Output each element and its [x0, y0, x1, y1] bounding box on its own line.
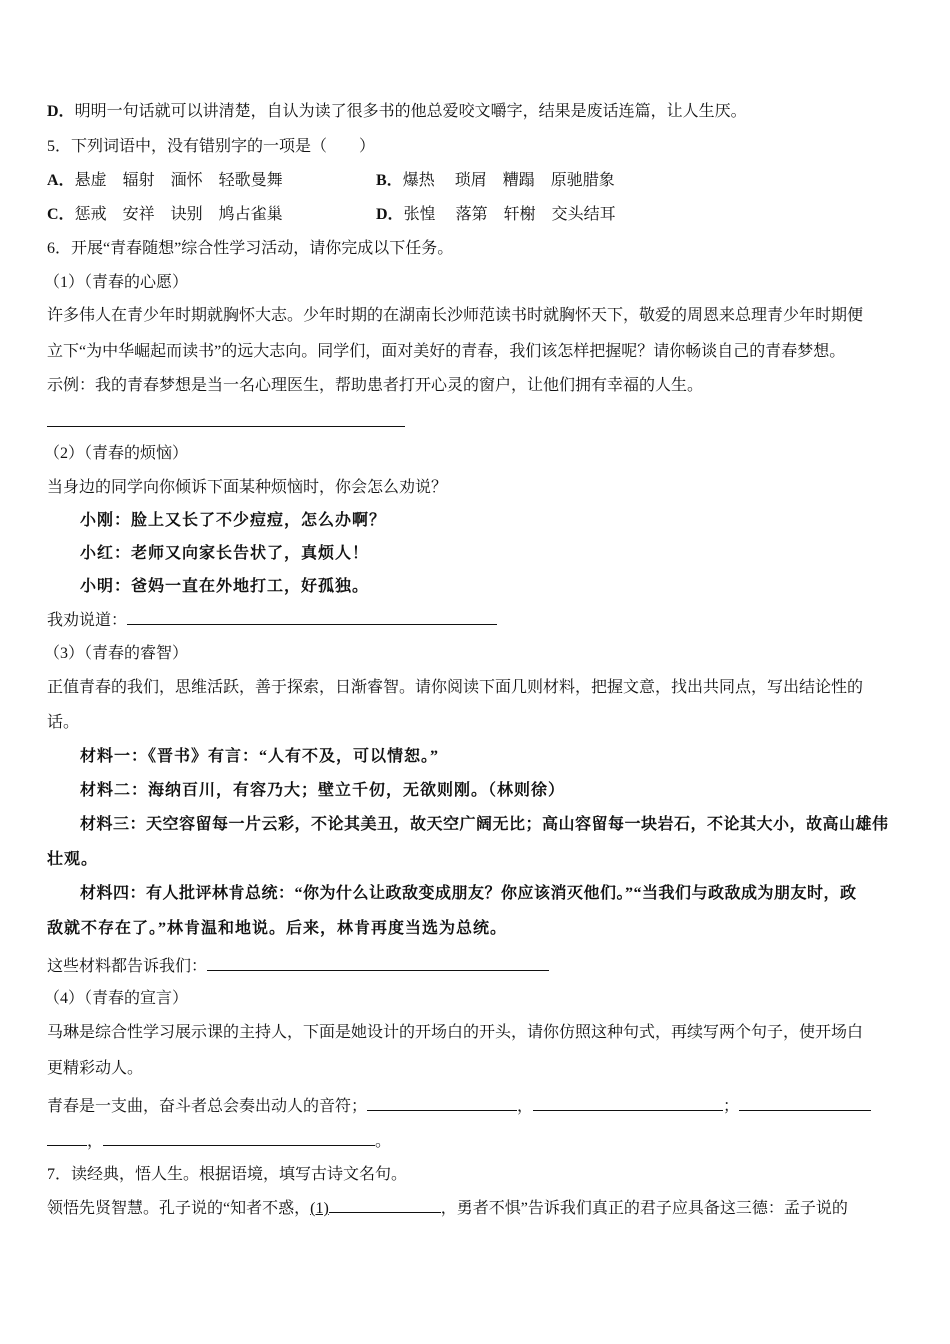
punct: ； — [723, 1098, 740, 1115]
p2-prompt: 当身边的同学向你倾诉下面某种烦恼时，你会怎么劝说？ — [47, 479, 448, 496]
option-letter: D． — [47, 103, 75, 120]
option-text: 惩戒 安祥 诀别 鸠占雀巢 — [74, 206, 283, 223]
answer-blank[interactable] — [533, 1096, 723, 1111]
text: ，勇者不惧”告诉我们真正的君子应具备这三德：孟子说的 — [440, 1200, 848, 1217]
p1-line: 许多伟人在青少年时期就胸怀大志。少年时期的在湖南长沙师范读书时就胸怀天下，敬爱的周恩来总理青少年时期便 — [47, 307, 864, 324]
answer-blank[interactable] — [329, 1198, 441, 1213]
q7-line — [47, 1198, 848, 1219]
q5-option-d — [376, 205, 616, 225]
answer-blank[interactable] — [739, 1096, 871, 1111]
answer-label: 我劝说道： — [47, 612, 128, 629]
p1-answer-blank[interactable] — [47, 426, 405, 427]
option-letter: D． — [376, 206, 404, 223]
p1-title: （1）（青春的心愿） — [44, 274, 189, 291]
sentence-start: 青春是一支曲，奋斗者总会奏出动人的音符； — [47, 1098, 368, 1115]
p2-title: （2）（青春的烦恼） — [44, 445, 189, 462]
blank-label: (1) — [310, 1200, 329, 1217]
p3-answer — [47, 956, 549, 977]
q5-option-a — [47, 171, 283, 191]
punct: 。 — [375, 1133, 392, 1150]
p3-title: （3）（青春的睿智） — [44, 645, 189, 662]
p4-title: （4）（青春的宣言） — [44, 990, 189, 1007]
p4-sentence — [47, 1096, 871, 1117]
option-letter: C． — [47, 206, 75, 223]
answer-blank[interactable] — [207, 956, 549, 971]
p1-example: 示例：我的青春梦想是当一名心理医生，帮助患者打开心灵的窗户，让他们拥有幸福的人生。 — [47, 377, 704, 394]
q5-stem: 5．下列词语中，没有错别字的一项是（ ） — [47, 138, 376, 155]
q4-option-d — [47, 102, 747, 122]
dialog-line: 小红：老师又向家长告状了，真烦人！ — [80, 545, 370, 562]
option-text: 悬虚 辐射 湎怀 轻歌曼舞 — [74, 172, 283, 189]
q5-option-b — [376, 171, 615, 191]
option-letter: B． — [376, 172, 403, 189]
p4-sentence-cont — [47, 1131, 391, 1152]
p4-prompt: 马琳是综合性学习展示课的主持人，下面是她设计的开场白的开头，请你仿照这种句式，再续写两个句子，使开场白 — [47, 1024, 864, 1041]
p3-prompt: 正值青春的我们，思维活跃，善于探索，日渐睿智。请你阅读下面几则材料，把握文意，找出共同点，写出结论性的 — [47, 679, 864, 696]
p4-prompt: 更精彩动人。 — [47, 1060, 144, 1077]
option-letter: A． — [47, 172, 75, 189]
p1-line: 立下“为中华崛起而读书”的远大志向。同学们，面对美好的青春，我们该怎样把握呢？请你畅谈自己的青春梦想。 — [47, 343, 846, 360]
material: 材料四：有人批评林肯总统：“你为什么让政敌变成朋友？你应该消灭他们。”“当我们与政敌成为朋友时，政 — [80, 885, 857, 902]
answer-blank[interactable] — [367, 1096, 517, 1111]
option-text: 明明一句话就可以讲清楚，自认为读了很多书的他总爱咬文嚼字，结果是废话连篇，让人生厌。 — [74, 103, 747, 120]
answer-blank[interactable] — [47, 1131, 87, 1146]
dialog-line: 小刚：脸上又长了不少痘痘，怎么办啊？ — [80, 512, 387, 529]
material: 材料二：海纳百川，有容乃大；壁立千仞，无欲则刚。（林则徐） — [80, 782, 566, 799]
option-text: 张惶 落第 轩榭 交头结耳 — [403, 206, 616, 223]
answer-blank[interactable] — [103, 1131, 375, 1146]
material: 壮观。 — [47, 851, 99, 868]
q7-stem: 7．读经典，悟人生。根据语境，填写古诗文名句。 — [47, 1166, 408, 1183]
answer-blank[interactable] — [127, 610, 497, 625]
q5-option-c — [47, 205, 283, 225]
text: 领悟先贤智慧。孔子说的“知者不惑， — [47, 1200, 311, 1217]
punct: ， — [517, 1098, 534, 1115]
option-text: 爆热 琐屑 糟蹋 原驰腊象 — [402, 172, 615, 189]
p2-answer — [47, 610, 497, 631]
p3-prompt: 话。 — [47, 714, 80, 731]
material: 材料三：天空容留每一片云彩，不论其美丑，故天空广阔无比；高山容留每一块岩石，不论其大小，故高山雄伟 — [80, 816, 889, 833]
answer-label: 这些材料都告诉我们： — [47, 958, 208, 975]
q6-stem: 6．开展“青春随想”综合性学习活动，请你完成以下任务。 — [47, 240, 454, 257]
material: 材料一：《晋书》有言：“人有不及，可以情恕。” — [80, 748, 440, 765]
dialog-line: 小明：爸妈一直在外地打工，好孤独。 — [80, 578, 370, 595]
material: 敌就不存在了。”林肯温和地说。后来，林肯再度当选为总统。 — [47, 920, 508, 937]
punct: ， — [87, 1133, 104, 1150]
